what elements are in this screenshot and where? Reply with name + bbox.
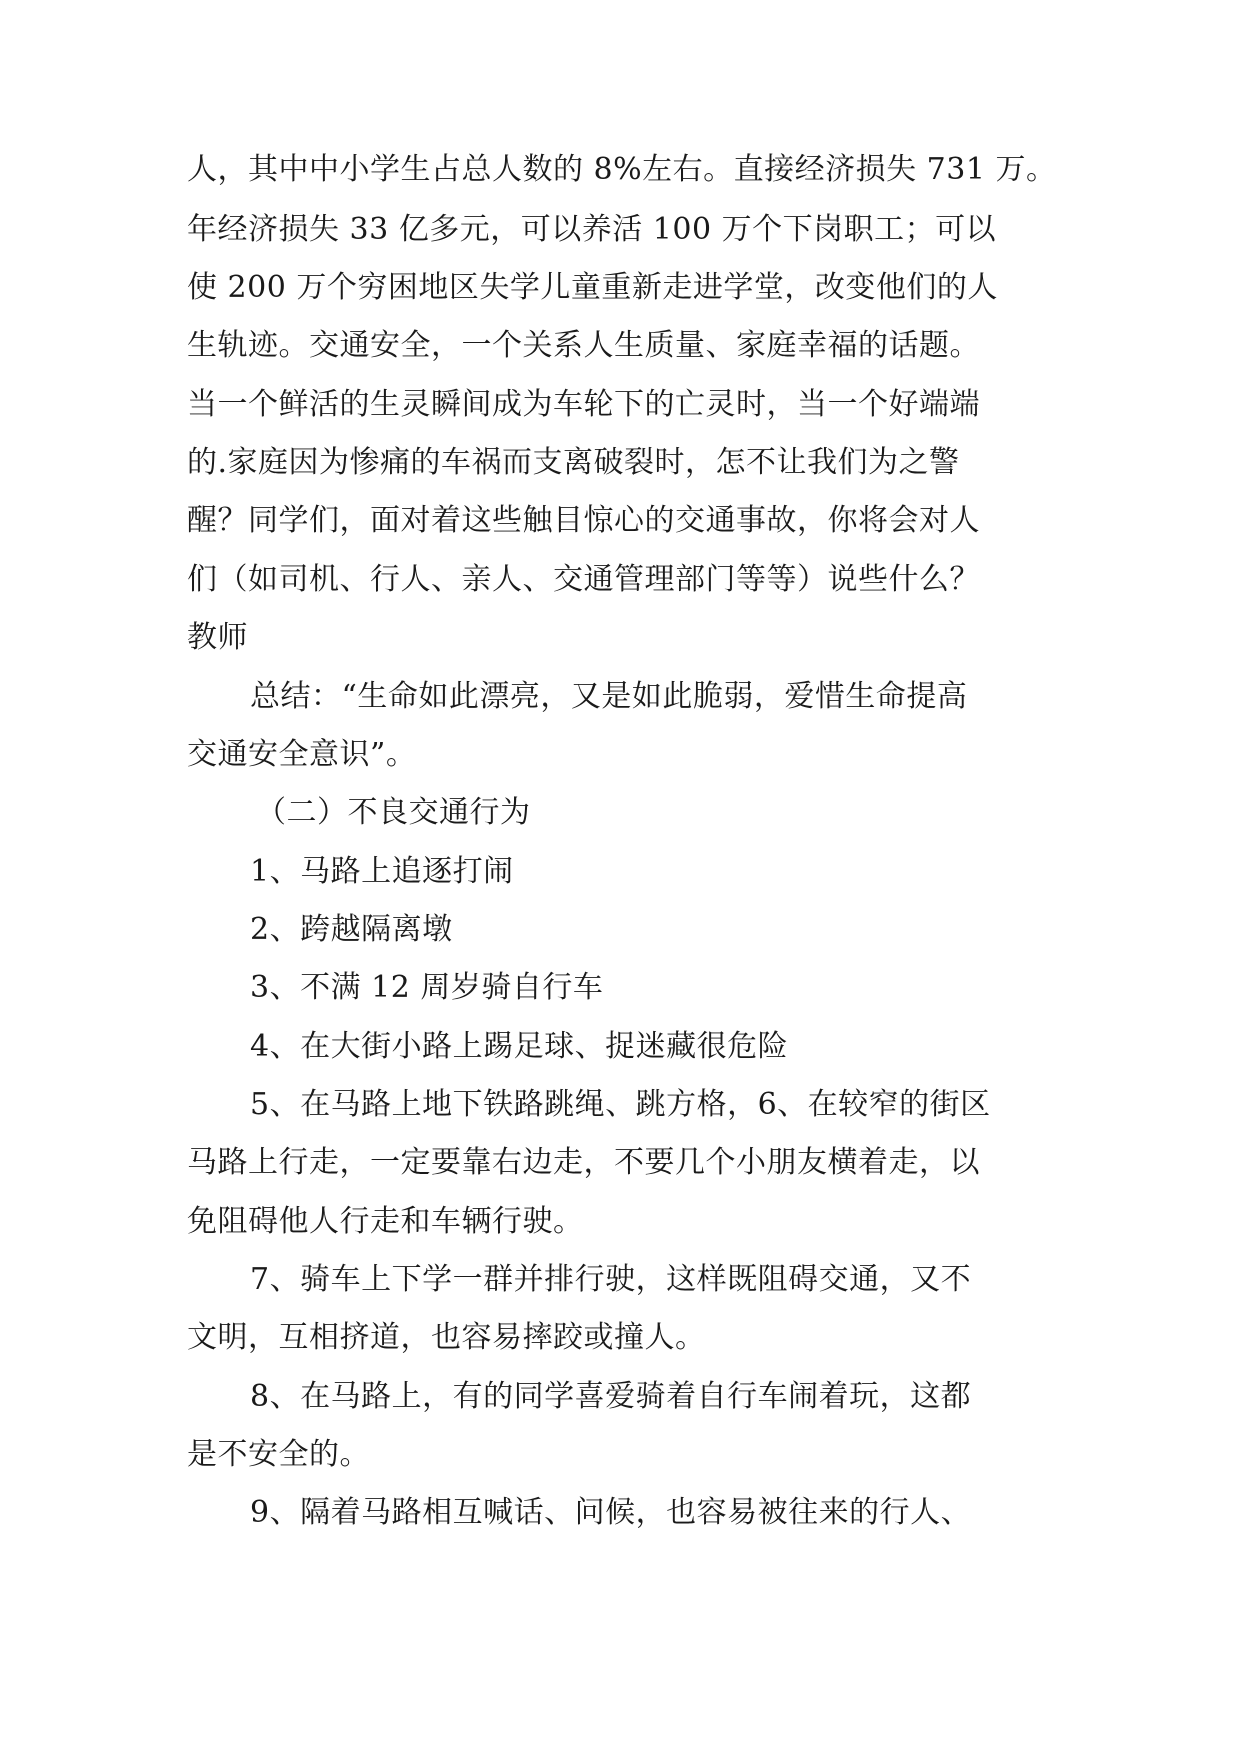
text-line: 当一个鲜活的生灵瞬间成为车轮下的亡灵时，当一个好端端 [187,387,980,422]
text-line: 醒？同学们，面对着这些触目惊心的交通事故，你将会对人 [187,503,980,538]
list-item: 3、不满 12 周岁骑自行车 [250,970,604,1005]
text-line: 是不安全的。 [187,1437,370,1472]
text-line: 们（如司机、行人、亲人、交通管理部门等等）说些什么？ [187,562,980,597]
text-line: 使 200 万个穷困地区失学儿童重新走进学堂，改变他们的人 [187,270,998,305]
text-line: 交通安全意识”。 [187,737,417,772]
text-line: 总结：“生命如此漂亮，又是如此脆弱，爱惜生命提高 [250,679,968,714]
text-line: 的.家庭因为惨痛的车祸而支离破裂时，怎不让我们为之警 [187,445,960,480]
list-item: 8、在马路上，有的同学喜爱骑着自行车闹着玩，这都 [250,1379,972,1414]
list-item: 5、在马路上地下铁路跳绳、跳方格，6、在较窄的街区 [250,1087,991,1122]
text-line: 教师 [187,620,248,655]
text-line: 年经济损失 33 亿多元，可以养活 100 万个下岗职工；可以 [187,212,997,247]
list-item: 4、在大街小路上踢足球、捉迷藏很危险 [250,1029,789,1064]
text-line: 生轨迹。交通安全，一个关系人生质量、家庭幸福的话题。 [187,328,980,363]
list-item: 7、骑车上下学一群并排行驶，这样既阻碍交通，又不 [250,1262,972,1297]
section-heading: （二）不良交通行为 [256,795,531,830]
text-line: 免阻碍他人行走和车辆行驶。 [187,1204,584,1239]
list-item: 9、隔着马路相互喊话、问候，也容易被往来的行人、 [250,1495,972,1530]
list-item: 2、跨越隔离墩 [250,912,453,947]
list-item: 1、马路上追逐打闹 [250,854,514,889]
text-line: 文明，互相挤道，也容易摔跤或撞人。 [187,1320,706,1355]
text-line: 马路上行走，一定要靠右边走，不要几个小朋友横着走，以 [187,1145,980,1180]
text-line: 人，其中中小学生占总人数的 8%左右。直接经济损失 731 万。 [187,152,1057,187]
